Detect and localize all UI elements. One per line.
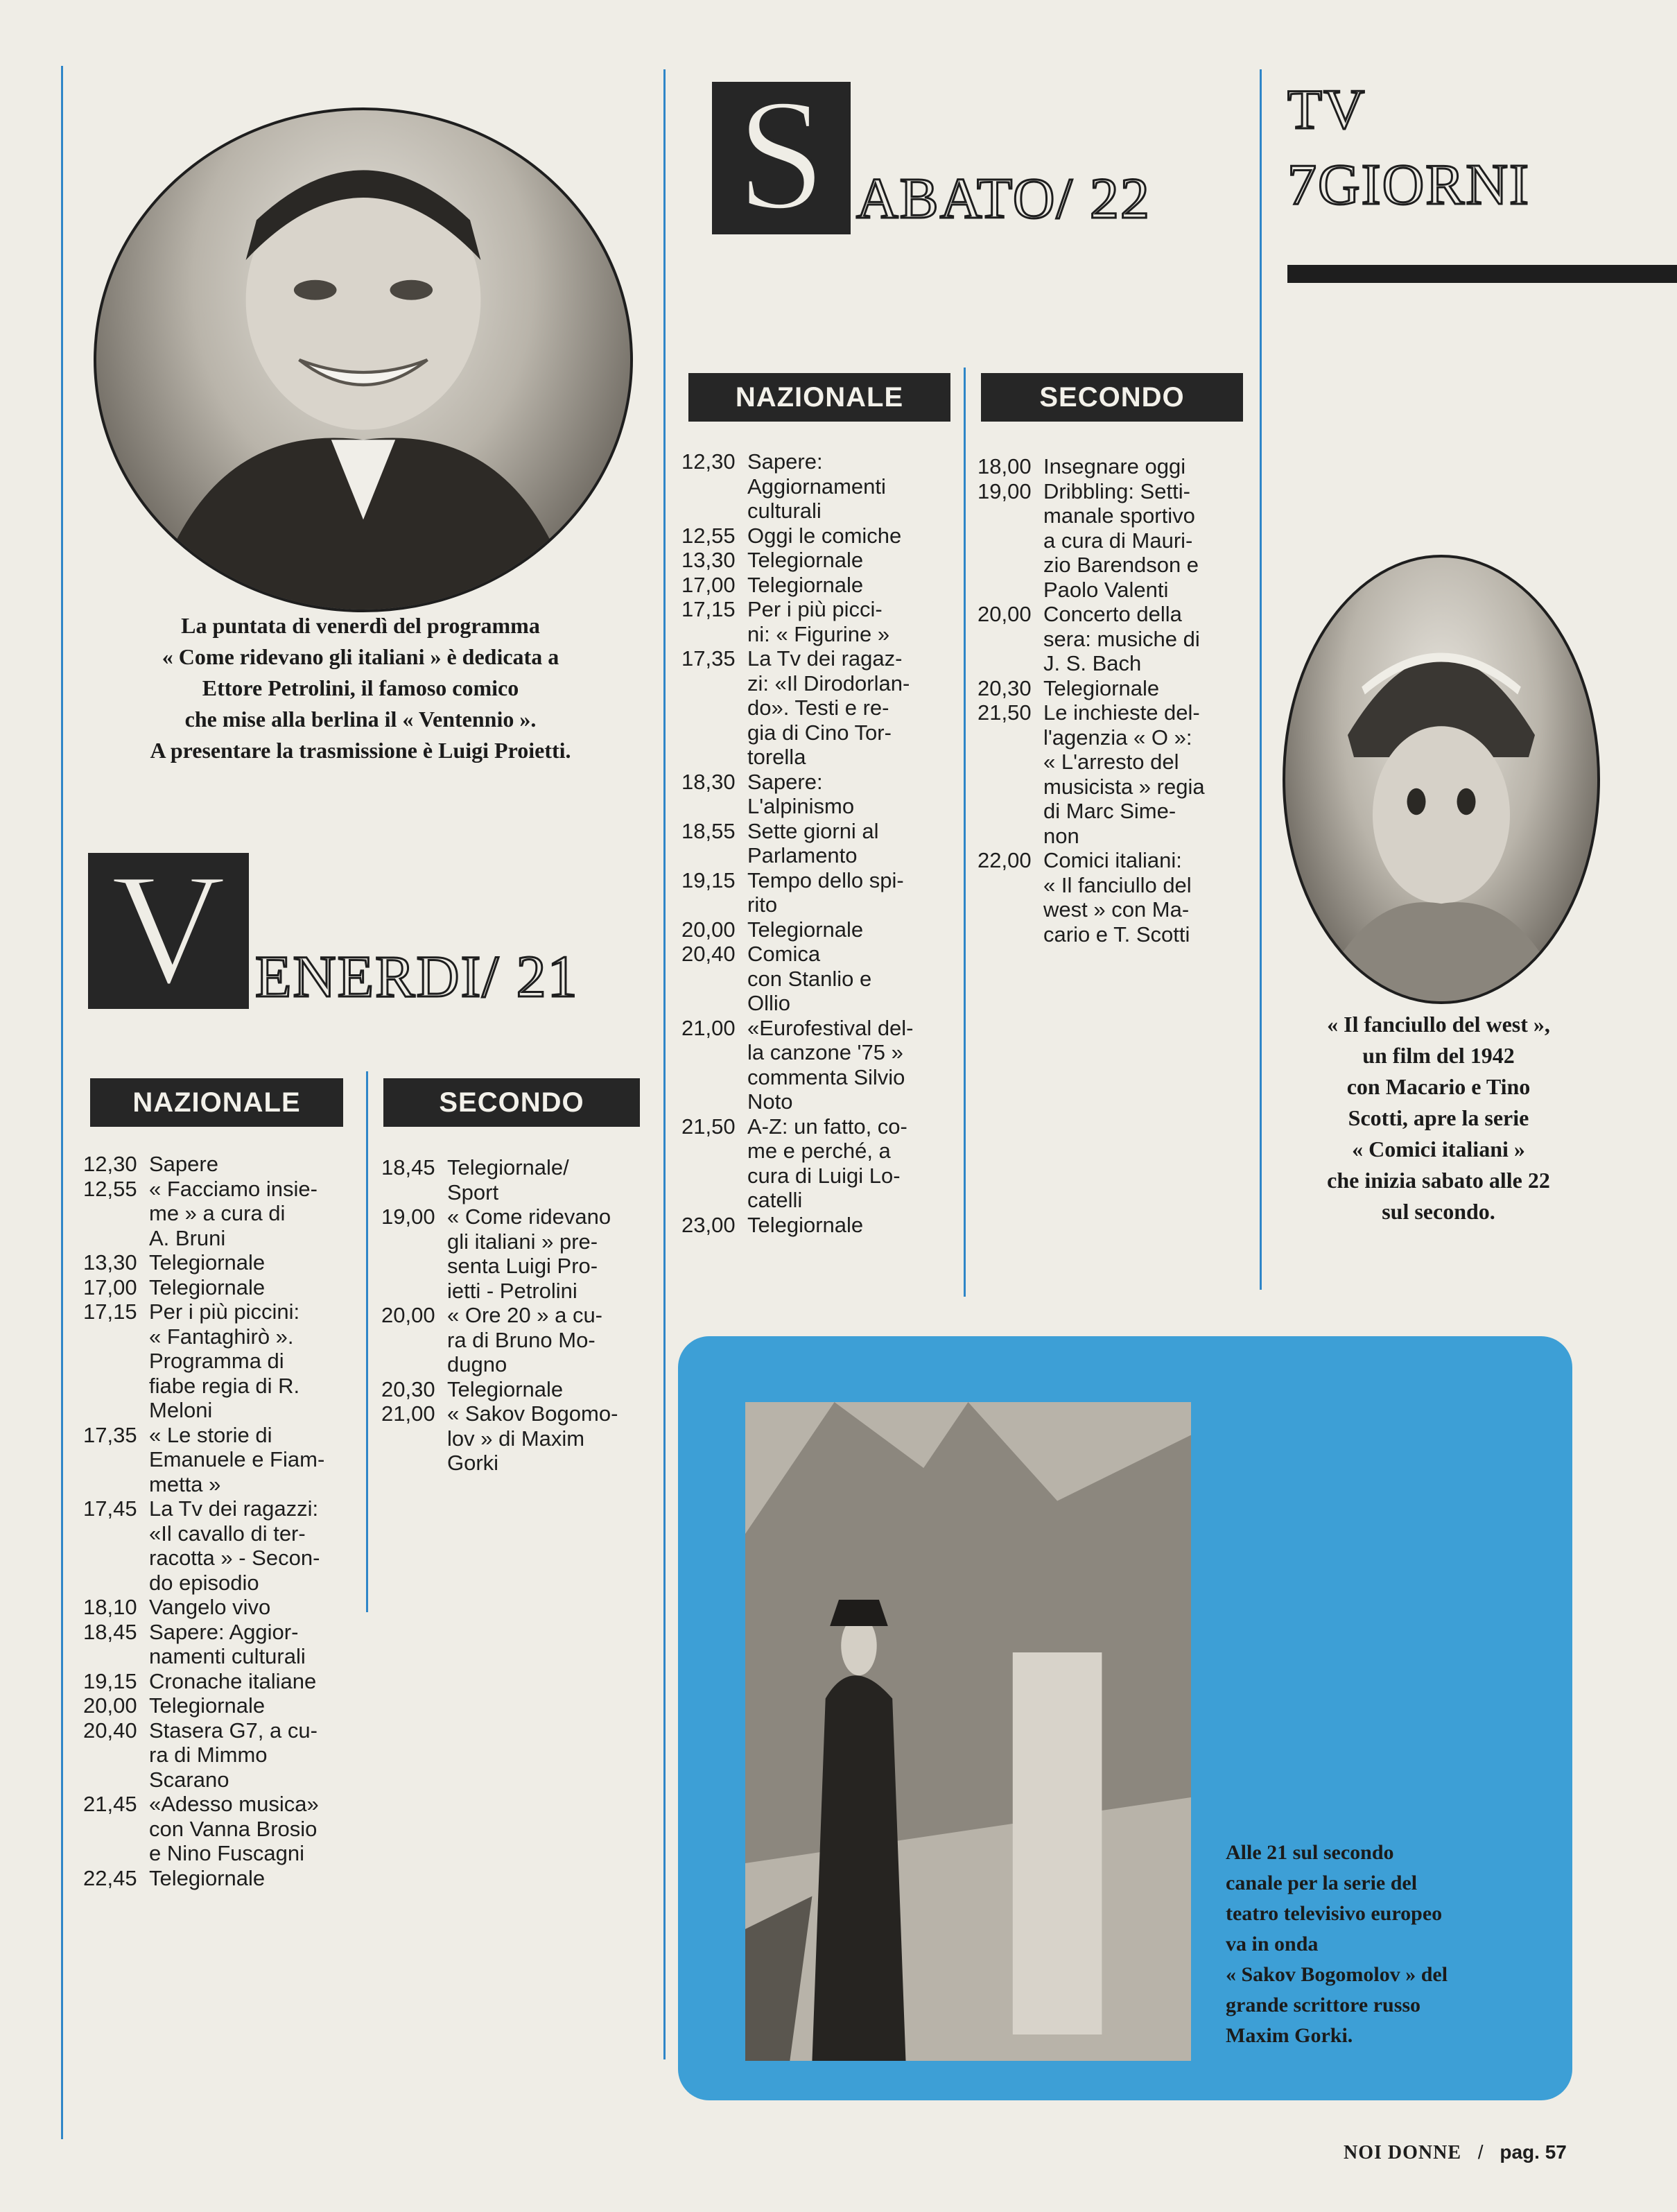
schedule-description (747, 573, 959, 598)
schedule-description (149, 1299, 359, 1423)
schedule-line: l'agenzia « O »: (1043, 725, 1192, 750)
schedule-line: Oggi le comiche (747, 523, 902, 548)
schedule-description (447, 1155, 645, 1204)
schedule-line: «Il cavallo di ter- (149, 1521, 306, 1546)
schedule-line: Sette giorni al (747, 818, 879, 843)
schedule-time: 18,45 (381, 1155, 435, 1180)
schedule-line: A. Bruni (149, 1225, 226, 1250)
schedule-entry (681, 573, 959, 598)
schedule-line: Vangelo vivo (149, 1595, 271, 1619)
schedule-entry (83, 1299, 359, 1423)
schedule-line: A-Z: un fatto, co- (747, 1114, 907, 1139)
schedule-description (747, 646, 959, 770)
schedule-entry (381, 1204, 645, 1303)
schedule-line: sera: musiche di (1043, 626, 1200, 651)
venerdi-nazionale-header: NAZIONALE (90, 1078, 343, 1127)
schedule-line: Telegiornale (747, 572, 864, 597)
schedule-description (747, 917, 959, 942)
schedule-line: Cronache italiane (149, 1668, 317, 1693)
caption-line: con Macario e Tino (1346, 1074, 1531, 1099)
schedule-time: 17,15 (83, 1299, 137, 1324)
schedule-entry (681, 770, 959, 819)
schedule-description (149, 1866, 359, 1891)
schedule-entry (381, 1401, 645, 1476)
schedule-description (149, 1275, 359, 1300)
schedule-entry (977, 700, 1251, 848)
schedule-line: Telegiornale (747, 1212, 864, 1237)
schedule-line: «Adesso musica» (149, 1792, 319, 1816)
schedule-entry (83, 1866, 359, 1891)
caption-line: « Come ridevano gli italiani » è dedicata a (162, 644, 559, 669)
schedule-line: ni: « Figurine » (747, 621, 890, 646)
schedule-description (1043, 700, 1251, 848)
schedule-line: namenti culturali (149, 1644, 306, 1668)
schedule-description (1043, 848, 1251, 947)
tv-rule (1287, 265, 1677, 283)
schedule-line: culturali (747, 499, 822, 523)
schedule-time: 21,00 (681, 1015, 736, 1040)
schedule-time: 23,00 (681, 1212, 736, 1237)
page-footer (1344, 2141, 1567, 2164)
schedule-entry (83, 1595, 359, 1620)
schedule-time: 17,35 (83, 1422, 137, 1447)
sabato-secondo-header: SECONDO (981, 373, 1243, 422)
schedule-line: « Ore 20 » a cu- (447, 1303, 603, 1327)
schedule-entry (83, 1250, 359, 1275)
schedule-entry (977, 479, 1251, 603)
gorki-photo (745, 1402, 1191, 2061)
schedule-line: zio Barendson e (1043, 553, 1199, 577)
schedule-time: 18,30 (681, 769, 736, 794)
schedule-description (747, 1016, 959, 1114)
caption-line: Alle 21 sul secondo (1226, 1841, 1394, 1864)
schedule-time: 12,55 (83, 1176, 137, 1201)
schedule-time: 12,30 (681, 449, 736, 474)
schedule-time: 20,30 (381, 1376, 435, 1401)
schedule-line: Insegnare oggi (1043, 454, 1186, 478)
caption-line: sul secondo. (1382, 1199, 1495, 1224)
schedule-line: dugno (447, 1352, 507, 1376)
schedule-description (149, 1152, 359, 1177)
schedule-description (149, 1595, 359, 1620)
schedule-entry (83, 1669, 359, 1694)
schedule-entry (381, 1303, 645, 1377)
schedule-line: Per i più picci- (747, 597, 883, 621)
schedule-line: do episodio (149, 1570, 259, 1595)
schedule-line: fiabe regia di R. (149, 1373, 300, 1398)
schedule-entry (83, 1177, 359, 1251)
schedule-line: con Stanlio e (747, 966, 872, 991)
schedule-line: La Tv dei ragazzi: (149, 1496, 319, 1521)
schedule-line: di Marc Sime- (1043, 799, 1176, 823)
schedule-description (747, 524, 959, 548)
caption-line: Scotti, apre la serie (1348, 1105, 1529, 1130)
schedule-entry (83, 1275, 359, 1300)
schedule-line: La Tv dei ragaz- (747, 646, 903, 671)
caption-line: Ettore Petrolini, il famoso comico (202, 675, 519, 700)
schedule-description (149, 1669, 359, 1694)
schedule-line: Concerto della (1043, 602, 1182, 626)
schedule-description (447, 1401, 645, 1476)
schedule-line: Ollio (747, 991, 791, 1015)
schedule-time: 20,00 (381, 1303, 435, 1327)
schedule-line: « Facciamo insie- (149, 1176, 318, 1201)
schedule-time: 22,00 (977, 848, 1032, 872)
column-rule-venerdi-inner (366, 1071, 368, 1612)
schedule-description (149, 1496, 359, 1595)
schedule-entry (977, 602, 1251, 676)
schedule-line: manale sportivo (1043, 503, 1195, 528)
schedule-time: 20,30 (977, 675, 1032, 700)
schedule-description (1043, 602, 1251, 676)
schedule-entry (381, 1155, 645, 1204)
schedule-time: 20,00 (977, 602, 1032, 626)
sette-giorni-heading: 7GIORNI (1287, 153, 1530, 217)
schedule-entry (681, 524, 959, 548)
schedule-entry (681, 548, 959, 573)
schedule-line: rito (747, 892, 778, 917)
schedule-time: 18,55 (681, 818, 736, 843)
footer-separator: / (1477, 2141, 1484, 2163)
schedule-time: 18,45 (83, 1619, 137, 1644)
schedule-description (149, 1250, 359, 1275)
schedule-line: me e perché, a (747, 1139, 891, 1163)
caption-line: « Il fanciullo del west », (1327, 1012, 1550, 1037)
schedule-line: Meloni (149, 1398, 213, 1422)
schedule-entry (83, 1792, 359, 1866)
schedule-line: Parlamento (747, 843, 858, 867)
schedule-line: me » a cura di (149, 1201, 286, 1225)
tv-heading: TV (1287, 78, 1366, 141)
schedule-line: a cura di Mauri- (1043, 528, 1193, 553)
venerdi-secondo-header: SECONDO (383, 1078, 640, 1127)
venerdi-heading: ENERDI/ 21 (255, 943, 579, 1010)
schedule-line: racotta » - Secon- (149, 1546, 320, 1570)
schedule-description (747, 597, 959, 646)
sabato-heading: ABATO/ 22 (856, 166, 1151, 231)
schedule-entry (681, 942, 959, 1016)
venerdi-initial: V (110, 840, 227, 1017)
venerdi-nazionale-list (83, 1152, 359, 1890)
schedule-time: 20,40 (83, 1718, 137, 1743)
schedule-description (149, 1423, 359, 1497)
caption-line: un film del 1942 (1362, 1043, 1515, 1068)
schedule-line: cario e T. Scotti (1043, 922, 1190, 947)
schedule-line: « Il fanciullo del (1043, 872, 1192, 897)
schedule-time: 17,15 (681, 597, 736, 621)
schedule-description (1043, 454, 1251, 479)
schedule-description (747, 770, 959, 819)
schedule-line: Sapere: Aggior- (149, 1619, 299, 1644)
column-rule-middle (663, 69, 666, 2059)
schedule-description (447, 1377, 645, 1402)
schedule-time: 19,15 (83, 1668, 137, 1693)
magazine-brand: NOI DONNE (1344, 2142, 1462, 2163)
schedule-line: ra di Mimmo (149, 1743, 268, 1767)
schedule-line: Telegiornale (747, 548, 864, 572)
schedule-description (747, 1213, 959, 1238)
schedule-line: lov » di Maxim (447, 1426, 585, 1451)
schedule-description (149, 1792, 359, 1866)
schedule-line: Programma di (149, 1349, 284, 1373)
schedule-line: gia di Cino Tor- (747, 720, 892, 745)
schedule-line: L'alpinismo (747, 794, 855, 818)
schedule-line: torella (747, 745, 806, 769)
schedule-entry (681, 1016, 959, 1114)
schedule-entry (681, 868, 959, 917)
schedule-description (747, 942, 959, 1016)
schedule-description (1043, 676, 1251, 701)
caption-line: che mise alla berlina il « Ventennio ». (184, 707, 537, 732)
schedule-entry (977, 848, 1251, 947)
schedule-line: zi: «Il Dirodorlan- (747, 671, 910, 695)
schedule-description (149, 1620, 359, 1669)
schedule-description (149, 1693, 359, 1718)
schedule-entry (977, 454, 1251, 479)
schedule-entry (83, 1152, 359, 1177)
schedule-time: 19,00 (977, 478, 1032, 503)
schedule-line: Gorki (447, 1451, 499, 1475)
schedule-line: « Come ridevano (447, 1204, 611, 1229)
schedule-line: do». Testi e re- (747, 695, 889, 720)
schedule-time: 17,00 (681, 572, 736, 597)
schedule-time: 17,45 (83, 1496, 137, 1521)
sabato-nazionale-header: NAZIONALE (688, 373, 950, 422)
schedule-description (747, 449, 959, 524)
petrolini-photo (94, 107, 633, 612)
sabato-secondo-list (977, 454, 1251, 947)
schedule-line: con Vanna Brosio (149, 1816, 318, 1841)
schedule-entry (681, 819, 959, 868)
schedule-time: 20,40 (681, 942, 736, 966)
schedule-line: e Nino Fuscagni (149, 1841, 305, 1865)
caption-line: Maxim Gorki. (1226, 2024, 1353, 2047)
schedule-time: 17,00 (83, 1275, 137, 1299)
schedule-line: Emanuele e Fiam- (149, 1447, 325, 1471)
schedule-entry (83, 1496, 359, 1595)
schedule-description (747, 819, 959, 868)
schedule-line: Sapere (149, 1152, 218, 1176)
schedule-entry (681, 449, 959, 524)
caption-line: « Comici italiani » (1352, 1137, 1525, 1161)
schedule-line: « Fantaghirò ». (149, 1324, 294, 1349)
schedule-line: Comica (747, 942, 821, 966)
schedule-entry (83, 1718, 359, 1792)
schedule-entry (681, 1213, 959, 1238)
schedule-line: metta » (149, 1471, 221, 1496)
schedule-time: 12,30 (83, 1152, 137, 1176)
schedule-line: ra di Bruno Mo- (447, 1327, 596, 1352)
schedule-line: catelli (747, 1188, 803, 1212)
caption-line: « Sakov Bogomolov » del (1226, 1963, 1448, 1986)
schedule-description (447, 1303, 645, 1377)
gorki-caption (1226, 1838, 1538, 2051)
schedule-description (747, 548, 959, 573)
page-number: pag. 57 (1500, 2141, 1567, 2163)
schedule-entry (681, 597, 959, 646)
column-rule-sabato-inner (964, 368, 966, 1297)
schedule-line: Aggiornamenti (747, 474, 886, 499)
schedule-time: 20,00 (681, 917, 736, 942)
schedule-line: « L'arresto del (1043, 750, 1179, 774)
schedule-line: « Sakov Bogomo- (447, 1401, 618, 1426)
schedule-line: Le inchieste del- (1043, 700, 1200, 725)
macario-photo (1283, 555, 1600, 1004)
schedule-description (447, 1204, 645, 1303)
schedule-time: 17,35 (681, 646, 736, 671)
schedule-line: J. S. Bach (1043, 651, 1142, 675)
schedule-entry (381, 1377, 645, 1402)
schedule-line: Sport (447, 1180, 499, 1204)
schedule-time: 21,00 (381, 1401, 435, 1426)
schedule-line: «Eurofestival del- (747, 1015, 914, 1040)
schedule-entry (83, 1620, 359, 1669)
schedule-description (149, 1718, 359, 1792)
schedule-line: Paolo Valenti (1043, 577, 1169, 602)
schedule-entry (83, 1693, 359, 1718)
schedule-line: Stasera G7, a cu- (149, 1718, 318, 1743)
schedule-line: Tempo dello spi- (747, 867, 904, 892)
venerdi-secondo-list (381, 1155, 645, 1476)
schedule-line: « Le storie di (149, 1422, 272, 1447)
schedule-time: 18,10 (83, 1595, 137, 1619)
schedule-entry (681, 646, 959, 770)
schedule-line: ietti - Petrolini (447, 1278, 577, 1303)
petrolini-caption (76, 610, 645, 766)
schedule-entry (83, 1423, 359, 1497)
caption-line: canale per la serie del (1226, 1872, 1418, 1894)
schedule-line: la canzone '75 » (747, 1040, 903, 1064)
macario-caption (1269, 1009, 1608, 1227)
schedule-line: Telegiornale (149, 1693, 266, 1718)
schedule-line: west » con Ma- (1043, 897, 1190, 922)
column-rule-left (61, 66, 63, 2139)
schedule-entry (681, 1114, 959, 1213)
sabato-initial-block (712, 66, 851, 243)
schedule-line: Telegiornale (149, 1250, 266, 1275)
schedule-line: senta Luigi Pro- (447, 1254, 598, 1278)
schedule-time: 19,00 (381, 1204, 435, 1229)
schedule-description (747, 1114, 959, 1213)
schedule-time: 12,55 (681, 523, 736, 548)
schedule-time: 13,30 (681, 548, 736, 572)
schedule-time: 21,50 (977, 700, 1032, 725)
schedule-line: commenta Silvio (747, 1064, 905, 1089)
schedule-time: 21,45 (83, 1792, 137, 1816)
schedule-time: 13,30 (83, 1250, 137, 1275)
column-rule-right (1260, 69, 1262, 1290)
schedule-time: 20,00 (83, 1693, 137, 1718)
schedule-line: cura di Luigi Lo- (747, 1163, 901, 1188)
schedule-entry (977, 676, 1251, 701)
schedule-time: 21,50 (681, 1114, 736, 1139)
schedule-time: 19,15 (681, 867, 736, 892)
schedule-line: Noto (747, 1089, 793, 1114)
schedule-line: Per i più piccini: (149, 1299, 300, 1324)
caption-line: va in onda (1226, 1933, 1319, 1955)
schedule-line: Sapere: (747, 769, 823, 794)
schedule-line: Telegiornale (1043, 675, 1160, 700)
schedule-line: Telegiornale (149, 1865, 266, 1890)
schedule-line: non (1043, 823, 1079, 848)
schedule-line: Telegiornale (149, 1275, 266, 1299)
schedule-line: Dribbling: Setti- (1043, 478, 1190, 503)
schedule-line: gli italiani » pre- (447, 1229, 598, 1254)
schedule-line: Telegiornale/ (447, 1155, 569, 1180)
schedule-description (1043, 479, 1251, 603)
sabato-nazionale-list (681, 449, 959, 1237)
schedule-entry (681, 917, 959, 942)
schedule-description (747, 868, 959, 917)
schedule-line: Telegiornale (747, 917, 864, 942)
sabato-initial: S (737, 66, 826, 243)
caption-line: grande scrittore russo (1226, 1994, 1421, 2016)
schedule-line: musicista » regia (1043, 774, 1205, 799)
schedule-line: Sapere: (747, 449, 823, 474)
caption-line: La puntata di venerdì del programma (181, 613, 540, 638)
caption-line: A presentare la trasmissione è Luigi Proietti. (150, 738, 571, 763)
schedule-time: 18,00 (977, 454, 1032, 478)
venerdi-initial-block (88, 840, 249, 1017)
schedule-line: Scarano (149, 1767, 229, 1792)
caption-line: che inizia sabato alle 22 (1327, 1168, 1550, 1193)
schedule-line: Telegiornale (447, 1376, 564, 1401)
schedule-description (149, 1177, 359, 1251)
caption-line: teatro televisivo europeo (1226, 1902, 1443, 1925)
schedule-line: Comici italiani: (1043, 848, 1182, 872)
schedule-time: 22,45 (83, 1865, 137, 1890)
